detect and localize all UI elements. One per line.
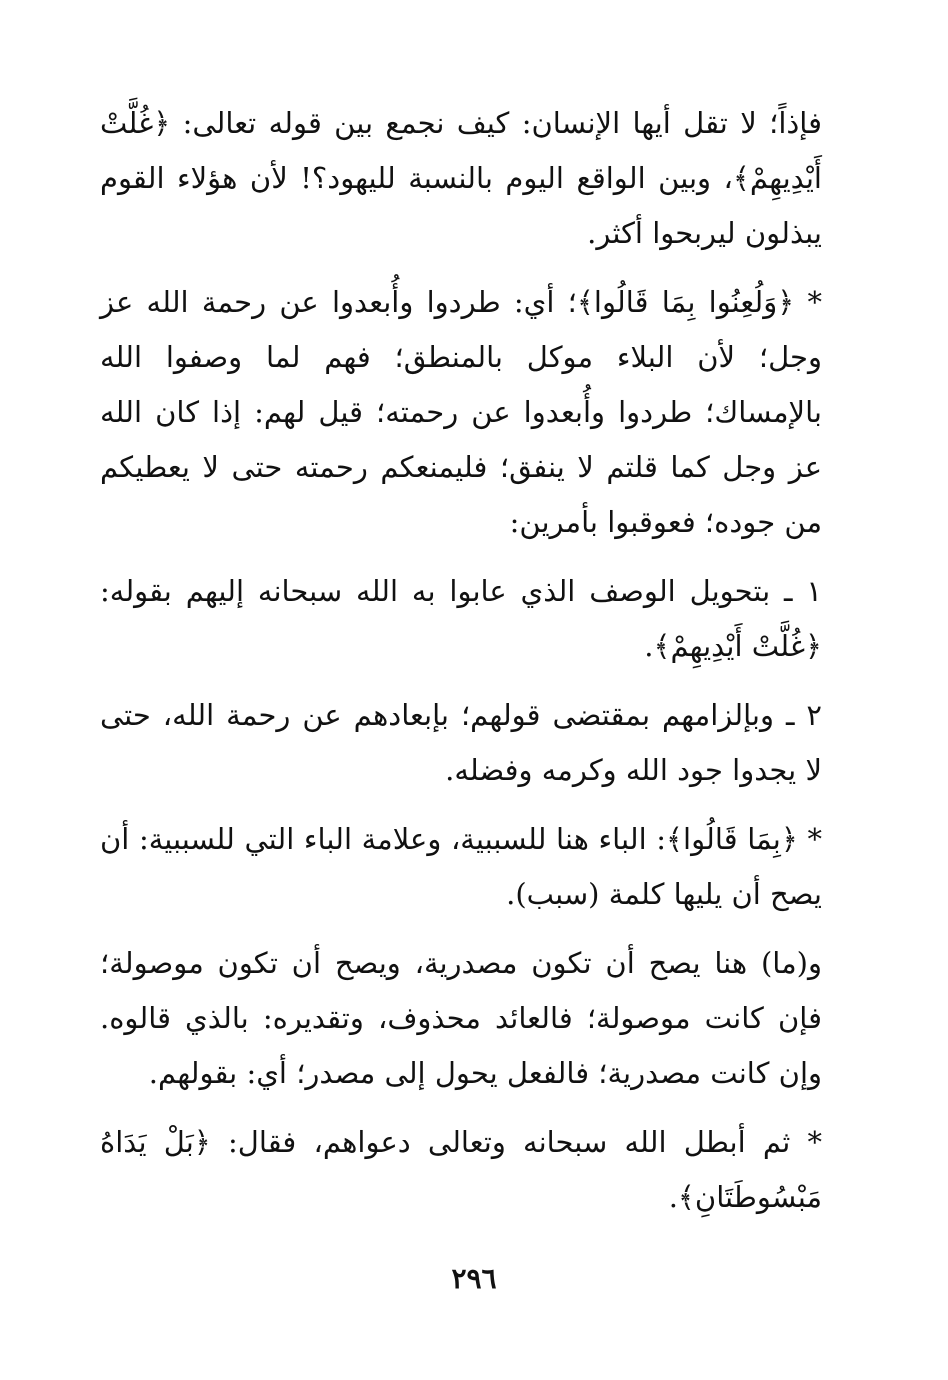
paragraph-7: * ثم أبطل الله سبحانه وتعالى دعواهم، فقال: ﴿بَلْ يَدَاهُ مَبْسُوطَتَانِ﴾. <box>100 1125 822 1214</box>
paragraph-4: ٢ ـ وبإلزامهم بمقتضى قولهم؛ بإبعادهم عن رحمة الله، حتى لا يجدوا جود الله وكرمه وفضله. <box>100 698 822 787</box>
paragraph-6: و(ما) هنا يصح أن تكون مصدرية، ويصح أن تكون موصولة؛ فإن كانت موصولة؛ فالعائد محذوف، وتقديره: بالذي قالوه. وإن كانت مصدرية؛ فالفعل يحول إلى مصدر؛ أي: بقولهم. <box>100 946 822 1090</box>
paragraph-5: * ﴿بِمَا قَالُوا﴾: الباء هنا للسببية، وعلامة الباء التي للسببية: أن يصح أن يليها كلمة (سبب). <box>100 822 822 911</box>
paragraph-2: * ﴿وَلُعِنُوا بِمَا قَالُوا﴾؛ أي: طردوا وأُبعدوا عن رحمة الله عز وجل؛ لأن البلاء موكل بالمنطق؛ فهم لما وصفوا الله بالإمساك؛ طردوا وأُبعدوا عن رحمته؛ قيل لهم: إذا كان الله عز وجل كما قلتم لا ينفق؛ فليمنعكم رحمته حتى لا يعطيكم من جوده؛ فعوقبوا بأمرين: <box>100 285 822 539</box>
page-body <box>100 96 822 1239</box>
paragraph-1: فإذاً؛ لا تقل أيها الإنسان: كيف نجمع بين قوله تعالى: ﴿غُلَّتْ أَيْدِيهِمْ﴾، وبين الواقع اليوم بالنسبة لليهود؟! لأن هؤلاء القوم يبذلون ليربحوا أكثر. <box>100 106 822 250</box>
paragraph-3: ١ ـ بتحويل الوصف الذي عابوا به الله سبحانه إليهم بقوله: ﴿غُلَّتْ أَيْدِيهِمْ﴾. <box>100 574 822 663</box>
page-number: ٢٩٦ <box>451 1262 497 1295</box>
